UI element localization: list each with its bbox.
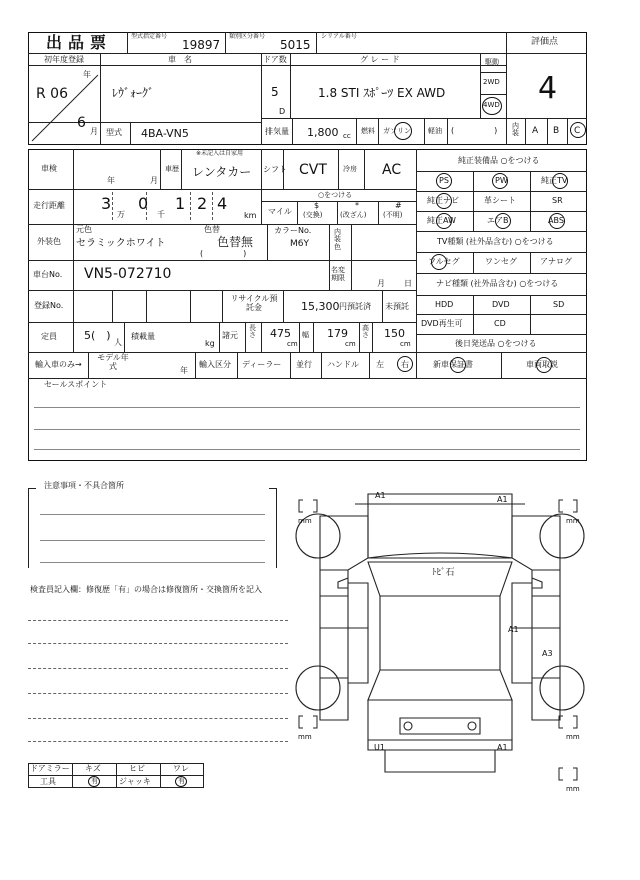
caution-title: 注意事項・不具合箇所	[44, 481, 124, 490]
interior-a: A	[532, 126, 539, 136]
damage-code-right-door: A1	[508, 625, 519, 634]
model-year-label: モデル年式	[97, 353, 129, 371]
mm-label-2: mm	[566, 517, 580, 525]
width-value: 179	[327, 327, 348, 340]
navi-type-title: ナビ種類 (社外品含む) ○をつける	[436, 279, 559, 288]
tv-oneseg: ワンセグ	[485, 257, 517, 266]
recycle-unit: 円預託済	[339, 302, 371, 311]
fuel-label: 燃料	[361, 127, 375, 135]
left-label: 左	[376, 360, 384, 369]
orig-color-label: 元色	[76, 225, 92, 234]
mileage-digit-1: 3	[101, 194, 112, 213]
inspection-month-unit: 月	[150, 176, 158, 185]
recycle-value: 15,300	[301, 300, 340, 313]
dims-label: 諸元	[222, 331, 238, 340]
unknown-label: (不明)	[383, 211, 403, 219]
interior-c: C	[574, 126, 581, 136]
altered-label: (改ざん)	[340, 211, 367, 219]
equip-tv: 純正TV	[541, 176, 568, 185]
equip-pw-circle	[492, 173, 508, 189]
score-value: 4	[538, 71, 558, 106]
chassis-label: 車台No.	[33, 270, 63, 279]
equip-abs: ABS	[548, 216, 564, 225]
later-title: 後日発送品 ○をつける	[455, 339, 537, 348]
era-value: R 06	[36, 86, 68, 102]
navi-dvd-play: DVD再生可	[421, 319, 463, 328]
damage-code-front-right: A1	[497, 495, 508, 504]
history-label: 車歴	[165, 165, 179, 173]
equip-pw: PW	[495, 176, 508, 185]
later-manual-circle	[536, 357, 552, 373]
inspection-label: 車検	[41, 164, 57, 173]
mileage-digit-3: 1	[175, 194, 186, 213]
drive-4wd: 4WD	[483, 101, 500, 109]
navi-cd: CD	[494, 319, 506, 328]
height-value: 150	[384, 327, 405, 340]
damage-code-rear-left: U1	[374, 743, 385, 752]
length-label: 長さ	[249, 324, 256, 340]
capacity-value: 5( )	[84, 329, 111, 342]
person-unit: 人	[114, 338, 122, 347]
type-label: 型式	[106, 128, 122, 137]
category-label: 類別区分番号	[229, 33, 266, 40]
displacement-label: 排気量	[265, 127, 289, 136]
equip-aw: 純正AW	[427, 216, 456, 225]
right-label: 右	[401, 360, 409, 369]
caution-bracket-right	[269, 488, 277, 568]
shift-value: CVT	[299, 162, 327, 178]
capacity-label: 定員	[41, 332, 57, 341]
history-value: レンタカー	[192, 165, 252, 179]
height-label: 高さ	[362, 324, 369, 340]
doors-value: 5	[271, 85, 279, 99]
inspector-note: 検査員記入欄：修復歴「有」の場合は修復箇所・交換箇所を記入	[30, 585, 262, 594]
car-name-label: 車 名	[168, 55, 192, 64]
later-warranty-circle	[450, 357, 466, 373]
dealer-label: ディーラー	[242, 360, 282, 369]
month-unit: 月	[90, 127, 98, 136]
mm-label-4: mm	[566, 733, 580, 741]
repaint-paren: ( )	[200, 249, 247, 258]
parallel-label: 並行	[296, 360, 312, 369]
color-no-value: M6Y	[290, 239, 309, 249]
category-value: 5015	[280, 38, 311, 52]
damage-code-front-left: A1	[375, 491, 386, 500]
model-spec-label: 型式指定番号	[131, 33, 168, 40]
navi-dvd: DVD	[492, 300, 510, 309]
navi-hdd: HDD	[435, 300, 454, 309]
reg-no-label: 登録No.	[34, 301, 64, 310]
mileage-unit: km	[244, 211, 257, 220]
recycle-label: リサイクル預託金	[230, 294, 278, 312]
equip-abs-circle	[549, 213, 565, 229]
score-label: 評価点	[531, 37, 559, 47]
car-damage-diagram	[290, 478, 590, 808]
mileage-digit-4: 2	[197, 194, 208, 213]
parts-yes-1: 有	[91, 777, 98, 785]
equip-tv-circle	[552, 173, 568, 189]
ac-label: 冷房	[343, 165, 357, 173]
interior-label: 内装	[512, 122, 519, 137]
drive-2wd: 2WD	[483, 78, 500, 86]
mile-label: マイル	[268, 207, 292, 216]
tv-fullseg-circle	[431, 254, 447, 270]
equip-sr: SR	[552, 196, 563, 205]
later-warranty: 新車保証書	[433, 360, 473, 369]
parts-tools: 工具	[40, 777, 56, 786]
load-label: 積載量	[131, 332, 155, 341]
doors-label: ドア数	[263, 55, 287, 64]
title-change-day: 日	[404, 279, 412, 288]
tv-fullseg: フルセグ	[428, 257, 460, 266]
interior-color-label: 内装色	[334, 228, 341, 251]
handle-label: ハンドル	[327, 360, 359, 369]
equip-ps: PS	[439, 176, 449, 185]
ac-value: AC	[382, 162, 402, 178]
windshield-note: ﾄﾋﾞ石	[432, 568, 455, 578]
later-manual: 車両取説	[526, 360, 558, 369]
repaint-label: 色替	[204, 225, 220, 234]
length-value: 475	[270, 327, 291, 340]
fuel-gasoline-circle	[394, 122, 412, 140]
damage-code-rear-right: A1	[497, 743, 508, 752]
color-no-label: カラーNo.	[274, 226, 312, 235]
genuine-title: 純正装備品 ○をつける	[458, 156, 540, 165]
doors-suffix: D	[279, 107, 286, 116]
equip-ps-circle	[436, 173, 452, 189]
interior-c-circle	[570, 122, 586, 138]
mileage-circle-note: ○をつける	[318, 191, 353, 199]
model-spec-value: 19897	[182, 38, 221, 52]
unknown-sym: #	[395, 201, 402, 210]
mileage-sen-unit: 千	[157, 210, 165, 219]
equip-navi: 純正ナビ	[427, 196, 459, 205]
tv-type-title: TV種類 (社外品含む) ○をつける	[437, 237, 554, 246]
equip-navi-circle	[436, 193, 452, 209]
drive-label: 駆動	[485, 58, 499, 66]
tv-analog: アナログ	[540, 257, 572, 266]
displacement-unit: cc	[343, 132, 351, 140]
width-unit: cm	[345, 340, 356, 348]
history-note: ※未記入は自家用	[196, 150, 244, 157]
mileage-digit-5: 4	[217, 194, 228, 213]
equip-airbag: エアB	[487, 216, 509, 225]
car-name-value: ﾚｳﾞｫｰｸﾞ	[112, 86, 155, 100]
mileage-man-unit: 万	[117, 210, 125, 219]
mm-label-3: mm	[298, 733, 312, 741]
title: 出品票	[46, 33, 113, 52]
equip-airbag-circle	[495, 213, 511, 229]
mm-label-1: mm	[298, 517, 312, 525]
width-label: 幅	[302, 331, 309, 339]
equip-leather: 革シート	[484, 196, 516, 205]
mileage-digit-2: 0	[138, 194, 149, 213]
fuel-light-oil: 軽油	[428, 127, 442, 135]
parts-yes-2: 有	[178, 777, 185, 785]
mileage-label: 走行距離	[33, 201, 65, 210]
parts-scratch: キズ	[85, 764, 101, 773]
kg-unit: kg	[205, 339, 215, 348]
mm-label-5: mm	[566, 785, 580, 793]
type-value: 4BA-VN5	[141, 127, 189, 140]
fuel-paren: ( )	[451, 126, 498, 135]
interior-b: B	[553, 126, 560, 136]
chassis-value: VN5-072710	[84, 266, 172, 282]
sales-point-label: セールスポイント	[44, 380, 108, 389]
model-year-unit: 年	[180, 366, 188, 375]
exchange-sym: $	[314, 201, 320, 210]
serial-label: シリアル番号	[321, 33, 357, 40]
parts-yes-1-circle	[88, 776, 100, 787]
drive-4wd-circle	[482, 97, 502, 115]
parts-door-mirror: ドアミラー	[30, 764, 70, 773]
import-type-label: 輸入区分	[199, 360, 231, 369]
title-change-label: 名変期限	[331, 266, 345, 283]
height-unit: cm	[400, 340, 411, 348]
year-unit: 年	[83, 70, 91, 79]
parts-yes-2-circle	[175, 776, 187, 787]
exchange-label: (交換)	[303, 211, 323, 219]
fuel-gasoline: ガソリン	[383, 127, 411, 135]
first-reg-label: 初年度登録	[44, 55, 84, 64]
repaint-value: 色替無	[217, 235, 254, 249]
length-unit: cm	[287, 340, 298, 348]
month-value: 6	[77, 115, 86, 131]
parts-jack: ジャッキ	[119, 777, 151, 786]
inspection-year-unit: 年	[107, 176, 115, 185]
altered-sym: *	[355, 201, 359, 210]
grade-value: 1.8 STI ｽﾎﾟｰﾂ EX AWD	[318, 86, 446, 100]
exterior-label: 外装色	[37, 237, 61, 246]
title-change-month: 月	[377, 279, 385, 288]
damage-code-right-rear: A3	[542, 649, 553, 658]
import-label: 輸入車のみ→	[35, 360, 82, 369]
parts-broken: ワレ	[173, 764, 189, 773]
color-value: セラミックホワイト	[76, 238, 166, 249]
displacement-value: 1,800	[307, 126, 339, 139]
recycle-none: 未預託	[385, 302, 409, 311]
equip-aw-circle	[436, 213, 452, 229]
right-circle	[397, 356, 413, 372]
caution-bracket	[28, 488, 36, 568]
grade-label: グ レ ー ド	[360, 55, 400, 64]
navi-sd: SD	[553, 300, 565, 309]
parts-crack: ヒビ	[129, 764, 145, 773]
shift-label: シフト	[263, 165, 287, 174]
